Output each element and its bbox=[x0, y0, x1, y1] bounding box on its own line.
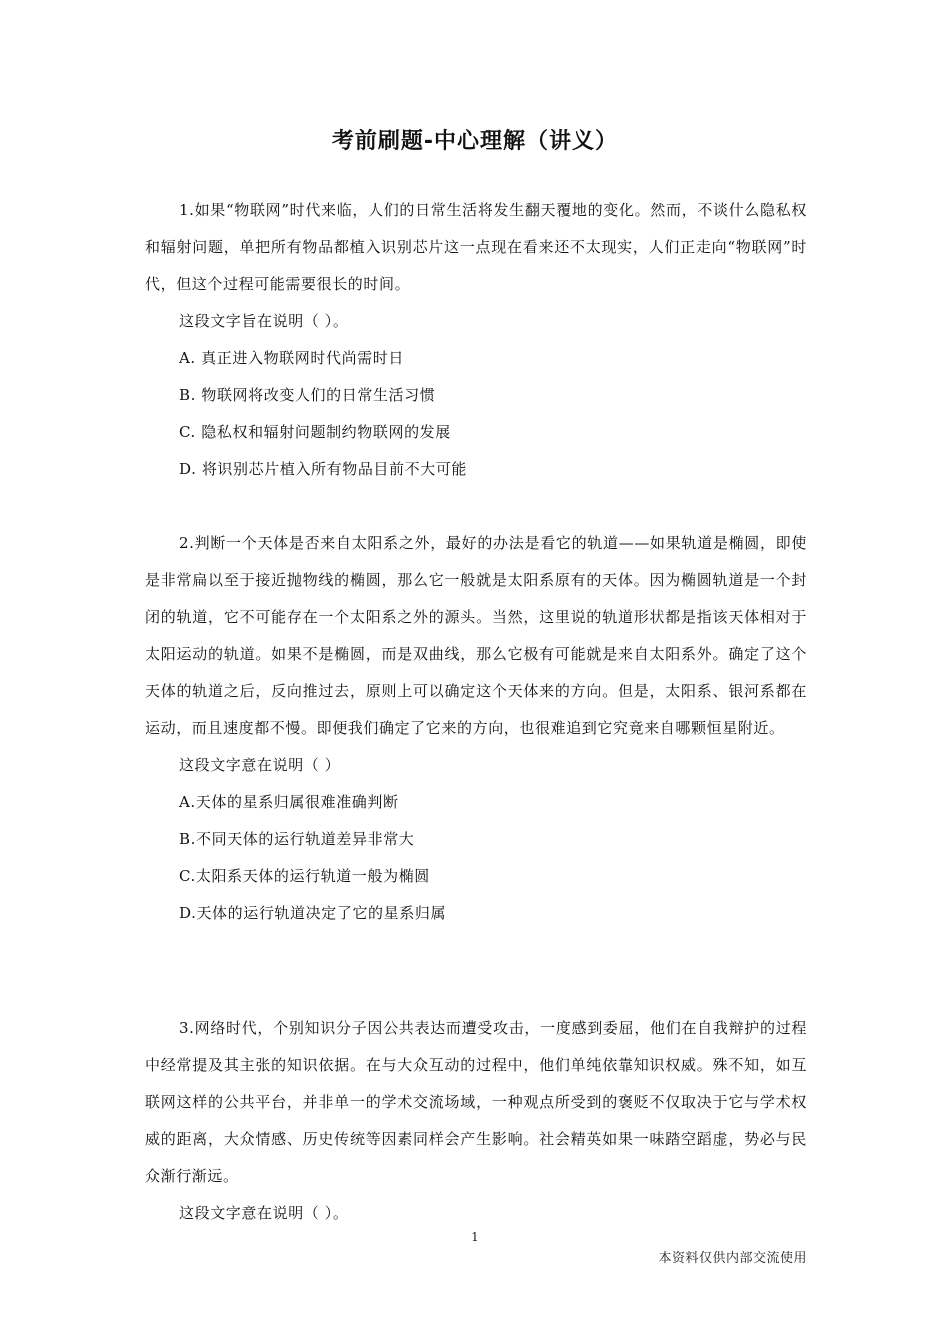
question-3-prompt: 这段文字意在说明（ ）。 bbox=[179, 1204, 349, 1222]
question-2 bbox=[145, 525, 807, 932]
question-1-option-b: B. 物联网将改变人们的日常生活习惯 bbox=[179, 386, 436, 404]
footer-note: 本资料仅供内部交流使用 bbox=[658, 1251, 807, 1266]
question-1-passage: 1.如果“物联网”时代来临，人们的日常生活将发生翻天覆地的变化。然而，不谈什么隐私权和辐射问题，单把所有物品都植入识别芯片这一点现在看来还不太现实，人们正走向“物联网”时代，但这个过程可能需要很长的时间。 bbox=[145, 201, 807, 293]
page-number: 1 bbox=[471, 1230, 479, 1244]
question-3-passage: 3.网络时代，个别知识分子因公共表达而遭受攻击，一度感到委屈，他们在自我辩护的过程中经常提及其主张的知识依据。在与大众互动的过程中，他们单纯依靠知识权威。殊不知，如互联网这样的公共平台，并非单一的学术交流场域，一种观点所受到的褒贬不仅取决于它与学术权威的距离，大众情感、历史传统等因素同样会产生影响。社会精英如果一味踏空蹈虚，势必与民众渐行渐远。 bbox=[145, 1019, 807, 1185]
question-1-prompt: 这段文字旨在说明（ ）。 bbox=[179, 312, 349, 330]
question-1-option-c: C. 隐私权和辐射问题制约物联网的发展 bbox=[179, 423, 451, 441]
question-3 bbox=[145, 1010, 807, 1232]
question-2-prompt: 这段文字意在说明（ ） bbox=[179, 756, 341, 774]
question-1 bbox=[145, 192, 807, 488]
question-2-option-c: C.太阳系天体的运行轨道一般为椭圆 bbox=[179, 867, 430, 885]
question-2-option-a: A.天体的星系归属很难准确判断 bbox=[179, 793, 399, 811]
question-1-option-d: D. 将识别芯片植入所有物品目前不大可能 bbox=[179, 460, 468, 478]
question-2-passage: 2.判断一个天体是否来自太阳系之外，最好的办法是看它的轨道——如果轨道是椭圆，即使是非常扁以至于接近抛物线的椭圆，那么它一般就是太阳系原有的天体。因为椭圆轨道是一个封闭的轨道，它不可能存在一个太阳系之外的源头。当然，这里说的轨道形状都是指该天体相对于太阳运动的轨道。如果不是椭圆，而是双曲线，那么它极有可能就是来自太阳系外。确定了这个天体的轨道之后，反向推过去，原则上可以确定这个天体来的方向。但是，太阳系、银河系都在运动，而且速度都不慢。即便我们确定了它来的方向，也很难追到它究竟来自哪颗恒星附近。 bbox=[145, 534, 807, 737]
question-1-option-a: A. 真正进入物联网时代尚需时日 bbox=[179, 349, 404, 367]
question-2-option-d: D.天体的运行轨道决定了它的星系归属 bbox=[179, 904, 447, 922]
page-title: 考前刷题-中心理解（讲义） bbox=[331, 129, 619, 154]
question-2-option-b: B.不同天体的运行轨道差异非常大 bbox=[179, 830, 415, 848]
